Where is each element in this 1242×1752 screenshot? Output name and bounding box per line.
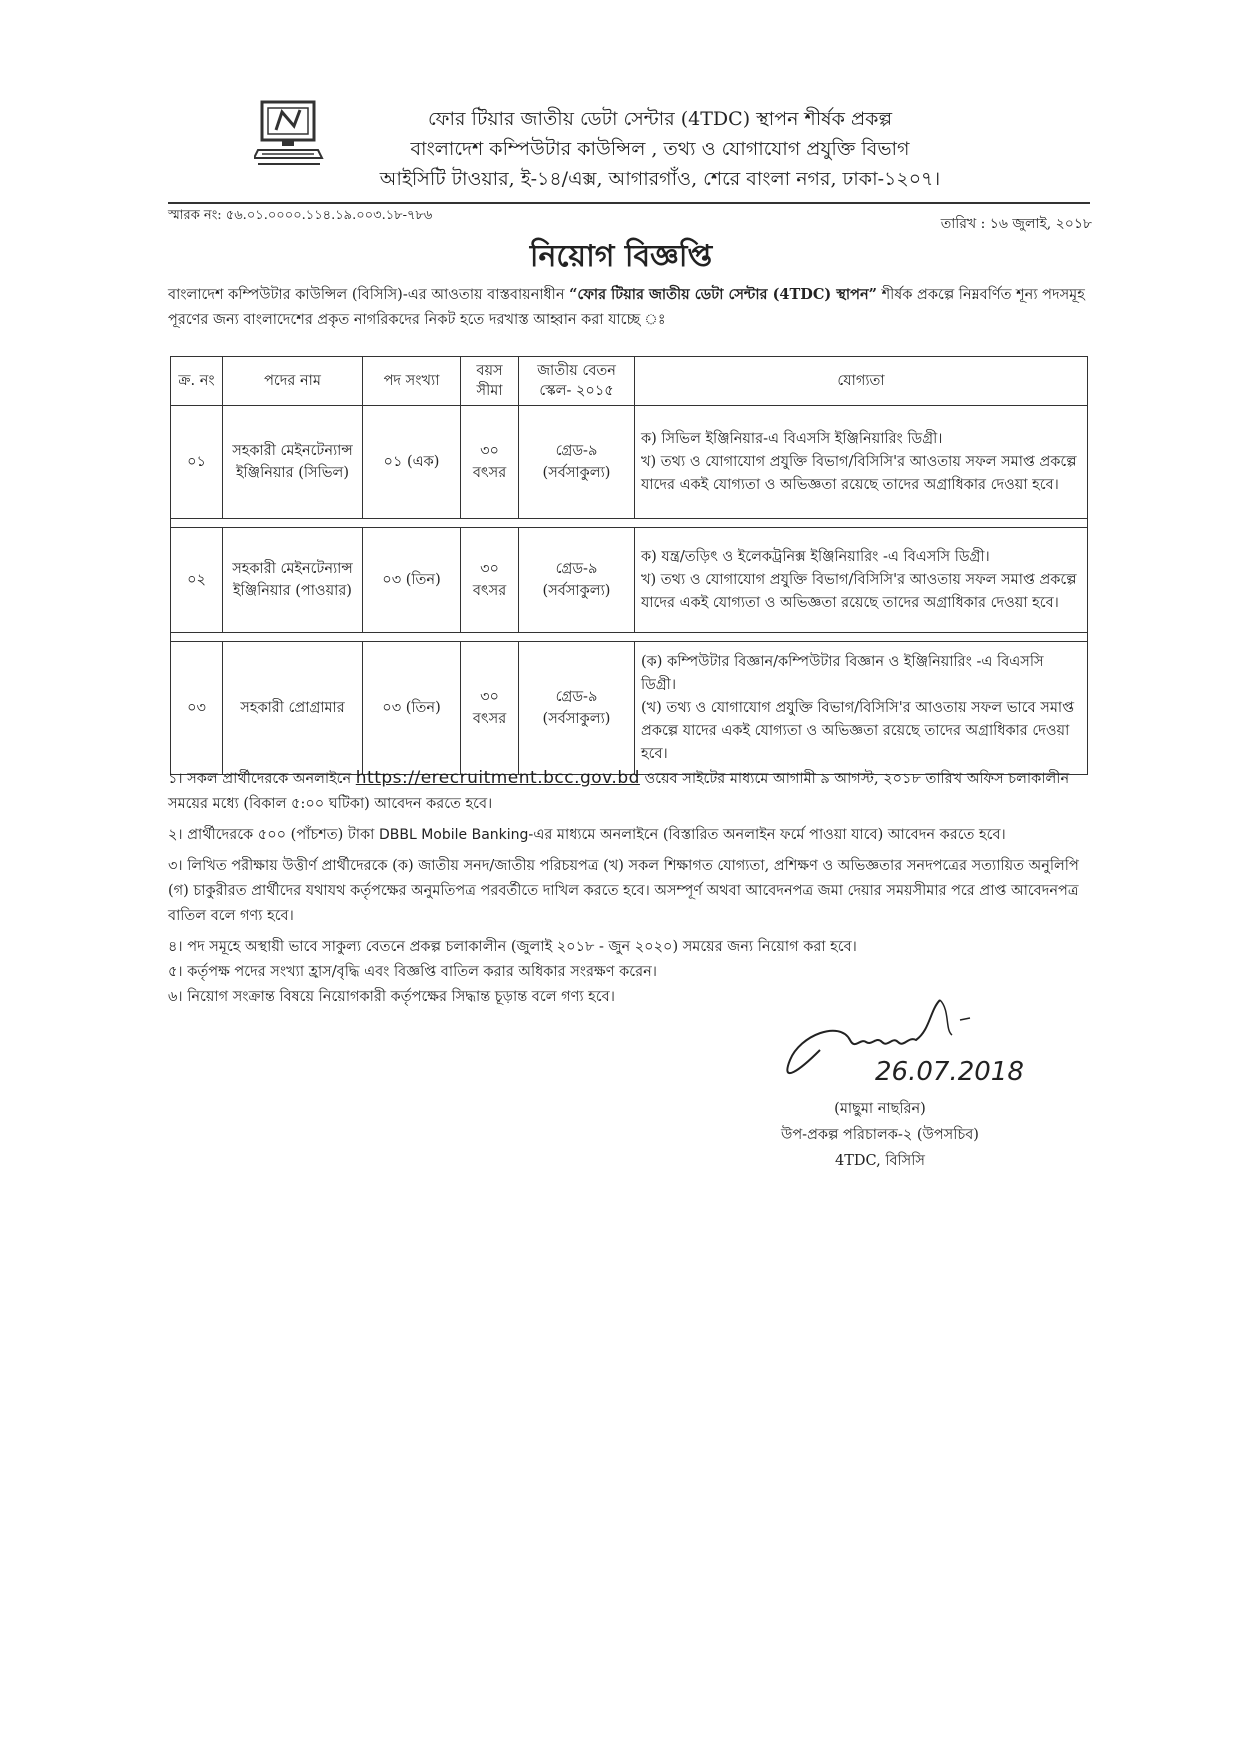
header-post: পদের নাম: [223, 357, 363, 406]
row-count: ০৩ (তিন): [363, 642, 461, 775]
condition-1-text-end: ওয়েব সাইটের মাধ্যমে আগামী ৯ আগস্ট, ২০১৮ তারিখ অফিস চলাকালীন সময়ের মধ্যে (বিকাল ৫:০০ ঘটিকা) আবেদন করতে হবে।: [168, 771, 1070, 812]
row-serial: ০১: [171, 406, 223, 519]
table-row: [171, 528, 1088, 633]
intro-project-name: “ফোর টিয়ার জাতীয় ডেটা সেন্টার (4TDC) স্থাপন”: [569, 286, 877, 303]
memo-number: স্মারক নং: ৫৬.০১.০০০০.১১৪.১৯.০০৩.১৮-৭৮৬: [168, 208, 433, 223]
row-post: সহকারী মেইনটেন্যান্স ইঞ্জিনিয়ার (পাওয়ার): [223, 528, 363, 633]
condition-4: ৪। পদ সমূহে অস্থায়ী ভাবে সাকুল্য বেতনে প্রকল্প চলাকালীন (জুলাই ২০১৮ - জুন ২০২০) সময়ের জন্য নিয়োগ করা হবে।: [168, 939, 857, 955]
condition-3: ৩। লিখিত পরীক্ষায় উত্তীর্ণ প্রার্থীদেরকে (ক) জাতীয় সনদ/জাতীয় পরিচয়পত্র (খ) সকল শিক্ষাগত যোগ্যতা, প্রশিক্ষণ ও অভিজ্ঞতার সনদপত্রের সত্যায়িত অনুলিপি (গ) চাকুরীরত প্রার্থীদের যথাযথ কর্তৃপক্ষের অনুমতিপত্র পরবর্তীতে দাখিল করতে হবে। অসম্পূর্ণ অথবা আবেদনপত্র জমা দেয়ার সময়সীমার পরে প্রাপ্ত আবেদনপত্র বাতিল বলে গণ্য হবে।: [168, 858, 1079, 924]
signatory-name: (মাছুমা নাছরিন): [834, 1101, 926, 1117]
header-divider: [168, 202, 1090, 204]
intro-paragraph: [168, 282, 1088, 333]
intro-text-1: বাংলাদেশ কম্পিউটার কাউন্সিল (বিসিসি)-এর আওতায় বাস্তবায়নাধীন: [168, 287, 570, 303]
notice-date: তারিখ : ১৬ জুলাই, ২০১৮: [940, 216, 1092, 232]
qualification-a: ক) যন্ত্র/তড়িৎ ও ইলেকট্রনিক্স ইঞ্জিনিয়ারিং -এ বিএসসি ডিগ্রী।: [641, 548, 990, 565]
condition-5: ৫। কর্তৃপক্ষ পদের সংখ্যা হ্রাস/বৃদ্ধি এবং বিজ্ঞপ্তি বাতিল করার অধিকার সংরক্ষণ করেন।: [168, 964, 657, 980]
row-age: ৩০ বৎসর: [461, 528, 519, 633]
table-row: [171, 642, 1088, 775]
row-serial: ০৩: [171, 642, 223, 775]
letterhead: [340, 104, 980, 194]
row-age: ৩০ বৎসর: [461, 642, 519, 775]
qualification-b: (খ) তথ্য ও যোগাযোগ প্রযুক্তি বিভাগ/বিসিসি'র আওতায় সফল ভাবে সমাপ্ত প্রকল্পে যাদের একই যোগ্যতা ও অভিজ্ঞতা রয়েছে তাদের অগ্রাধিকার দেওয়া হবে।: [641, 699, 1075, 762]
header-pay: জাতীয় বেতন স্কেল- ২০১৫: [519, 357, 635, 406]
header-serial: ক্র. নং: [171, 357, 223, 406]
row-post: সহকারী প্রোগ্রামার: [223, 642, 363, 775]
row-qualification: [635, 406, 1088, 519]
condition-1: [168, 766, 1088, 817]
bcc-computer-logo: [254, 100, 324, 168]
row-count: ০৩ (তিন): [363, 528, 461, 633]
signatory-office: 4TDC, বিসিসি: [835, 1153, 925, 1169]
row-pay: গ্রেড-৯ (সর্বসাকুল্য): [519, 642, 635, 775]
qualification-a: (ক) কম্পিউটার বিজ্ঞান/কম্পিউটার বিজ্ঞান ও ইঞ্জিনিয়ারিং -এ বিএসসি ডিগ্রী।: [641, 653, 1044, 693]
table-spacer: [171, 519, 1088, 528]
vacancy-table: [170, 356, 1088, 775]
row-post: সহকারী মেইনটেন্যান্স ইঞ্জিনিয়ার (সিভিল): [223, 406, 363, 519]
condition-1-text: ১। সকল প্রার্থীদেরকে অনলাইনে: [168, 771, 356, 787]
condition-2-text: ২। প্রার্থীদেরকে ৫০০ (পাঁচশত) টাকা: [168, 827, 379, 843]
row-qualification: [635, 528, 1088, 633]
signatory-designation: উপ-প্রকল্প পরিচালক-২ (উপসচিব): [781, 1127, 979, 1143]
handwritten-signature: [780, 990, 1040, 1090]
conditions-list: [168, 766, 1088, 1010]
row-serial: ০২: [171, 528, 223, 633]
qualification-a: ক) সিভিল ইঞ্জিনিয়ার-এ বিএসসি ইঞ্জিনিয়ারিং ডিগ্রী।: [641, 430, 943, 447]
notice-title: নিয়োগ বিজ্ঞপ্তি: [529, 239, 713, 274]
letterhead-organization: বাংলাদেশ কম্পিউটার কাউন্সিল , তথ্য ও যোগাযোগ প্রযুক্তি বিভাগ: [410, 138, 910, 160]
header-count: পদ সংখ্যা: [363, 357, 461, 406]
intro-text-2: শীর্ষক প্রকল্পে নিম্নবর্ণিত শূন্য পদসমূহ পূরণের জন্য বাংলাদেশের প্রকৃত নাগরিকদের নিকট হতে দরখাস্ত আহ্বান করা যাচ্ছে ঃ: [168, 287, 1085, 328]
row-pay: গ্রেড-৯ (সর্বসাকুল্য): [519, 528, 635, 633]
row-count: ০১ (এক): [363, 406, 461, 519]
condition-2-text-end: -এর মাধ্যমে অনলাইনে (বিস্তারিত অনলাইন ফর্মে পাওয়া যাবে) আবেদন করতে হবে।: [528, 827, 1006, 843]
table-header-row: [171, 357, 1088, 406]
handwritten-date: 26.07.2018: [875, 1057, 1024, 1087]
erecruitment-link[interactable]: https://erecruitment.bcc.gov.bd: [355, 768, 640, 788]
table-spacer: [171, 633, 1088, 642]
letterhead-address: আইসিটি টাওয়ার, ই-১৪/এক্স, আগারগাঁও, শেরে বাংলা নগর, ঢাকা-১২০৭।: [379, 168, 941, 190]
qualification-b: খ) তথ্য ও যোগাযোগ প্রযুক্তি বিভাগ/বিসিসি'র আওতায় সফল সমাপ্ত প্রকল্পে যাদের একই যোগ্যতা ও অভিজ্ঞতা রয়েছে তাদের অগ্রাধিকার দেওয়া হবে।: [641, 571, 1077, 611]
condition-2: [168, 823, 1088, 848]
letterhead-project: ফোর টিয়ার জাতীয় ডেটা সেন্টার (4TDC) স্থাপন শীর্ষক প্রকল্প: [427, 108, 893, 130]
condition-6: ৬। নিয়োগ সংক্রান্ত বিষয়ে নিয়োগকারী কর্তৃপক্ষের সিদ্ধান্ত চূড়ান্ত বলে গণ্য হবে।: [168, 989, 615, 1005]
header-qualification: যোগ্যতা: [635, 357, 1088, 406]
payment-method: DBBL Mobile Banking: [378, 827, 529, 843]
signatory-block: [760, 1096, 1000, 1174]
header-age: বয়স সীমা: [461, 357, 519, 406]
row-age: ৩০ বৎসর: [461, 406, 519, 519]
qualification-b: খ) তথ্য ও যোগাযোগ প্রযুক্তি বিভাগ/বিসিসি'র আওতায় সফল সমাপ্ত প্রকল্পে যাদের একই যোগ্যতা ও অভিজ্ঞতা রয়েছে তাদের অগ্রাধিকার দেওয়া হবে।: [641, 453, 1077, 493]
row-pay: গ্রেড-৯ (সর্বসাকুল্য): [519, 406, 635, 519]
table-row: [171, 406, 1088, 519]
row-qualification: [635, 642, 1088, 775]
